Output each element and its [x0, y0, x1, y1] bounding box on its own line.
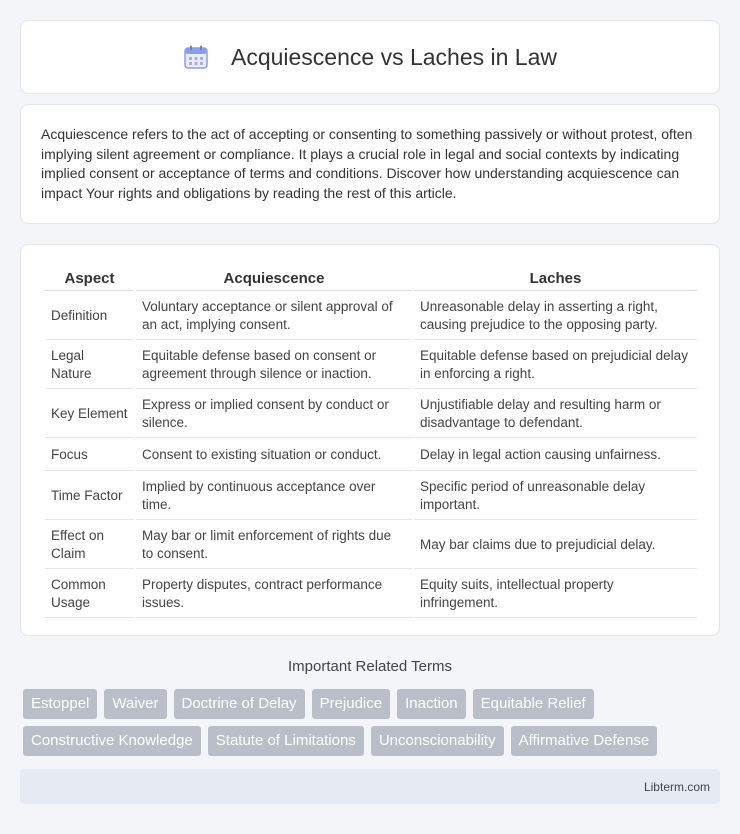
cell-laches: Unreasonable delay in asserting a right, causing prejudice to the opposing party.: [414, 293, 697, 340]
header-laches: Laches: [414, 267, 697, 291]
cell-acquiescence: Property disputes, contract performance issues.: [136, 571, 412, 618]
intro-card: [20, 104, 720, 224]
table-row: [45, 391, 697, 438]
table-header-row: [45, 267, 697, 291]
cell-acquiescence: Equitable defense based on consent or agreement through silence or inaction.: [136, 342, 412, 389]
cell-aspect: Focus: [45, 440, 134, 471]
cell-laches: May bar claims due to prejudicial delay.: [414, 522, 697, 569]
table-row: [45, 571, 697, 618]
tag-inaction[interactable]: Inaction: [397, 689, 466, 719]
cell-acquiescence: May bar or limit enforcement of rights due to consent.: [136, 522, 412, 569]
cell-aspect: Time Factor: [45, 473, 134, 520]
tag-constructive-knowledge[interactable]: Constructive Knowledge: [23, 726, 201, 756]
page-title: Acquiescence vs Laches in Law: [230, 43, 558, 70]
cell-laches: Equitable defense based on prejudicial delay in enforcing a right.: [414, 342, 697, 389]
cell-aspect: Key Element: [45, 391, 134, 438]
tag-statute-of-limitations[interactable]: Statute of Limitations: [208, 726, 364, 756]
tag-affirmative-defense[interactable]: Affirmative Defense: [511, 726, 658, 756]
table-row: [45, 473, 697, 520]
footer: [20, 769, 720, 804]
cell-acquiescence: Voluntary acceptance or silent approval of an act, implying consent.: [136, 293, 412, 340]
tag-unconscionability[interactable]: Unconscionability: [371, 726, 504, 756]
tag-estoppel[interactable]: Estoppel: [23, 689, 97, 719]
cell-acquiescence: Express or implied consent by conduct or silence.: [136, 391, 412, 438]
calendar-icon: [183, 44, 209, 70]
cell-aspect: Common Usage: [45, 571, 134, 618]
tag-prejudice[interactable]: Prejudice: [312, 689, 391, 719]
tag-equitable-relief[interactable]: Equitable Relief: [473, 689, 594, 719]
table-row: [45, 293, 697, 340]
header-acquiescence: Acquiescence: [136, 267, 412, 291]
related-terms-title: Important Related Terms: [288, 658, 452, 675]
title-wrap: [183, 44, 557, 71]
table-row: [45, 342, 697, 389]
cell-aspect: Effect on Claim: [45, 522, 134, 569]
header-aspect: Aspect: [45, 267, 134, 291]
comparison-table: [43, 265, 699, 620]
tag-doctrine-of-delay[interactable]: Doctrine of Delay: [174, 689, 305, 719]
table-row: [45, 440, 697, 471]
intro-text: Acquiescence refers to the act of accepting or consenting to something passively or without protest, often implying silent agreement or compliance. It plays a crucial role in legal and social contexts by indicating implied consent or acceptance of terms and conditions. Discover how understanding acquiescence can impact Your rights and obligations by reading the rest of this article.: [41, 126, 693, 201]
cell-laches: Delay in legal action causing unfairness.: [414, 440, 697, 471]
cell-laches: Specific period of unreasonable delay important.: [414, 473, 697, 520]
cell-acquiescence: Consent to existing situation or conduct.: [136, 440, 412, 471]
cell-aspect: Legal Nature: [45, 342, 134, 389]
related-terms-tags: [23, 689, 723, 763]
cell-laches: Equity suits, intellectual property infringement.: [414, 571, 697, 618]
tag-waiver[interactable]: Waiver: [104, 689, 166, 719]
comparison-table-card: [20, 244, 720, 636]
cell-acquiescence: Implied by continuous acceptance over time.: [136, 473, 412, 520]
cell-laches: Unjustifiable delay and resulting harm or disadvantage to defendant.: [414, 391, 697, 438]
tag-row: [23, 689, 723, 719]
cell-aspect: Definition: [45, 293, 134, 340]
header-card: [20, 20, 720, 94]
table-row: [45, 522, 697, 569]
footer-site-link[interactable]: Libterm.com: [643, 779, 710, 794]
tag-row: [23, 726, 723, 756]
